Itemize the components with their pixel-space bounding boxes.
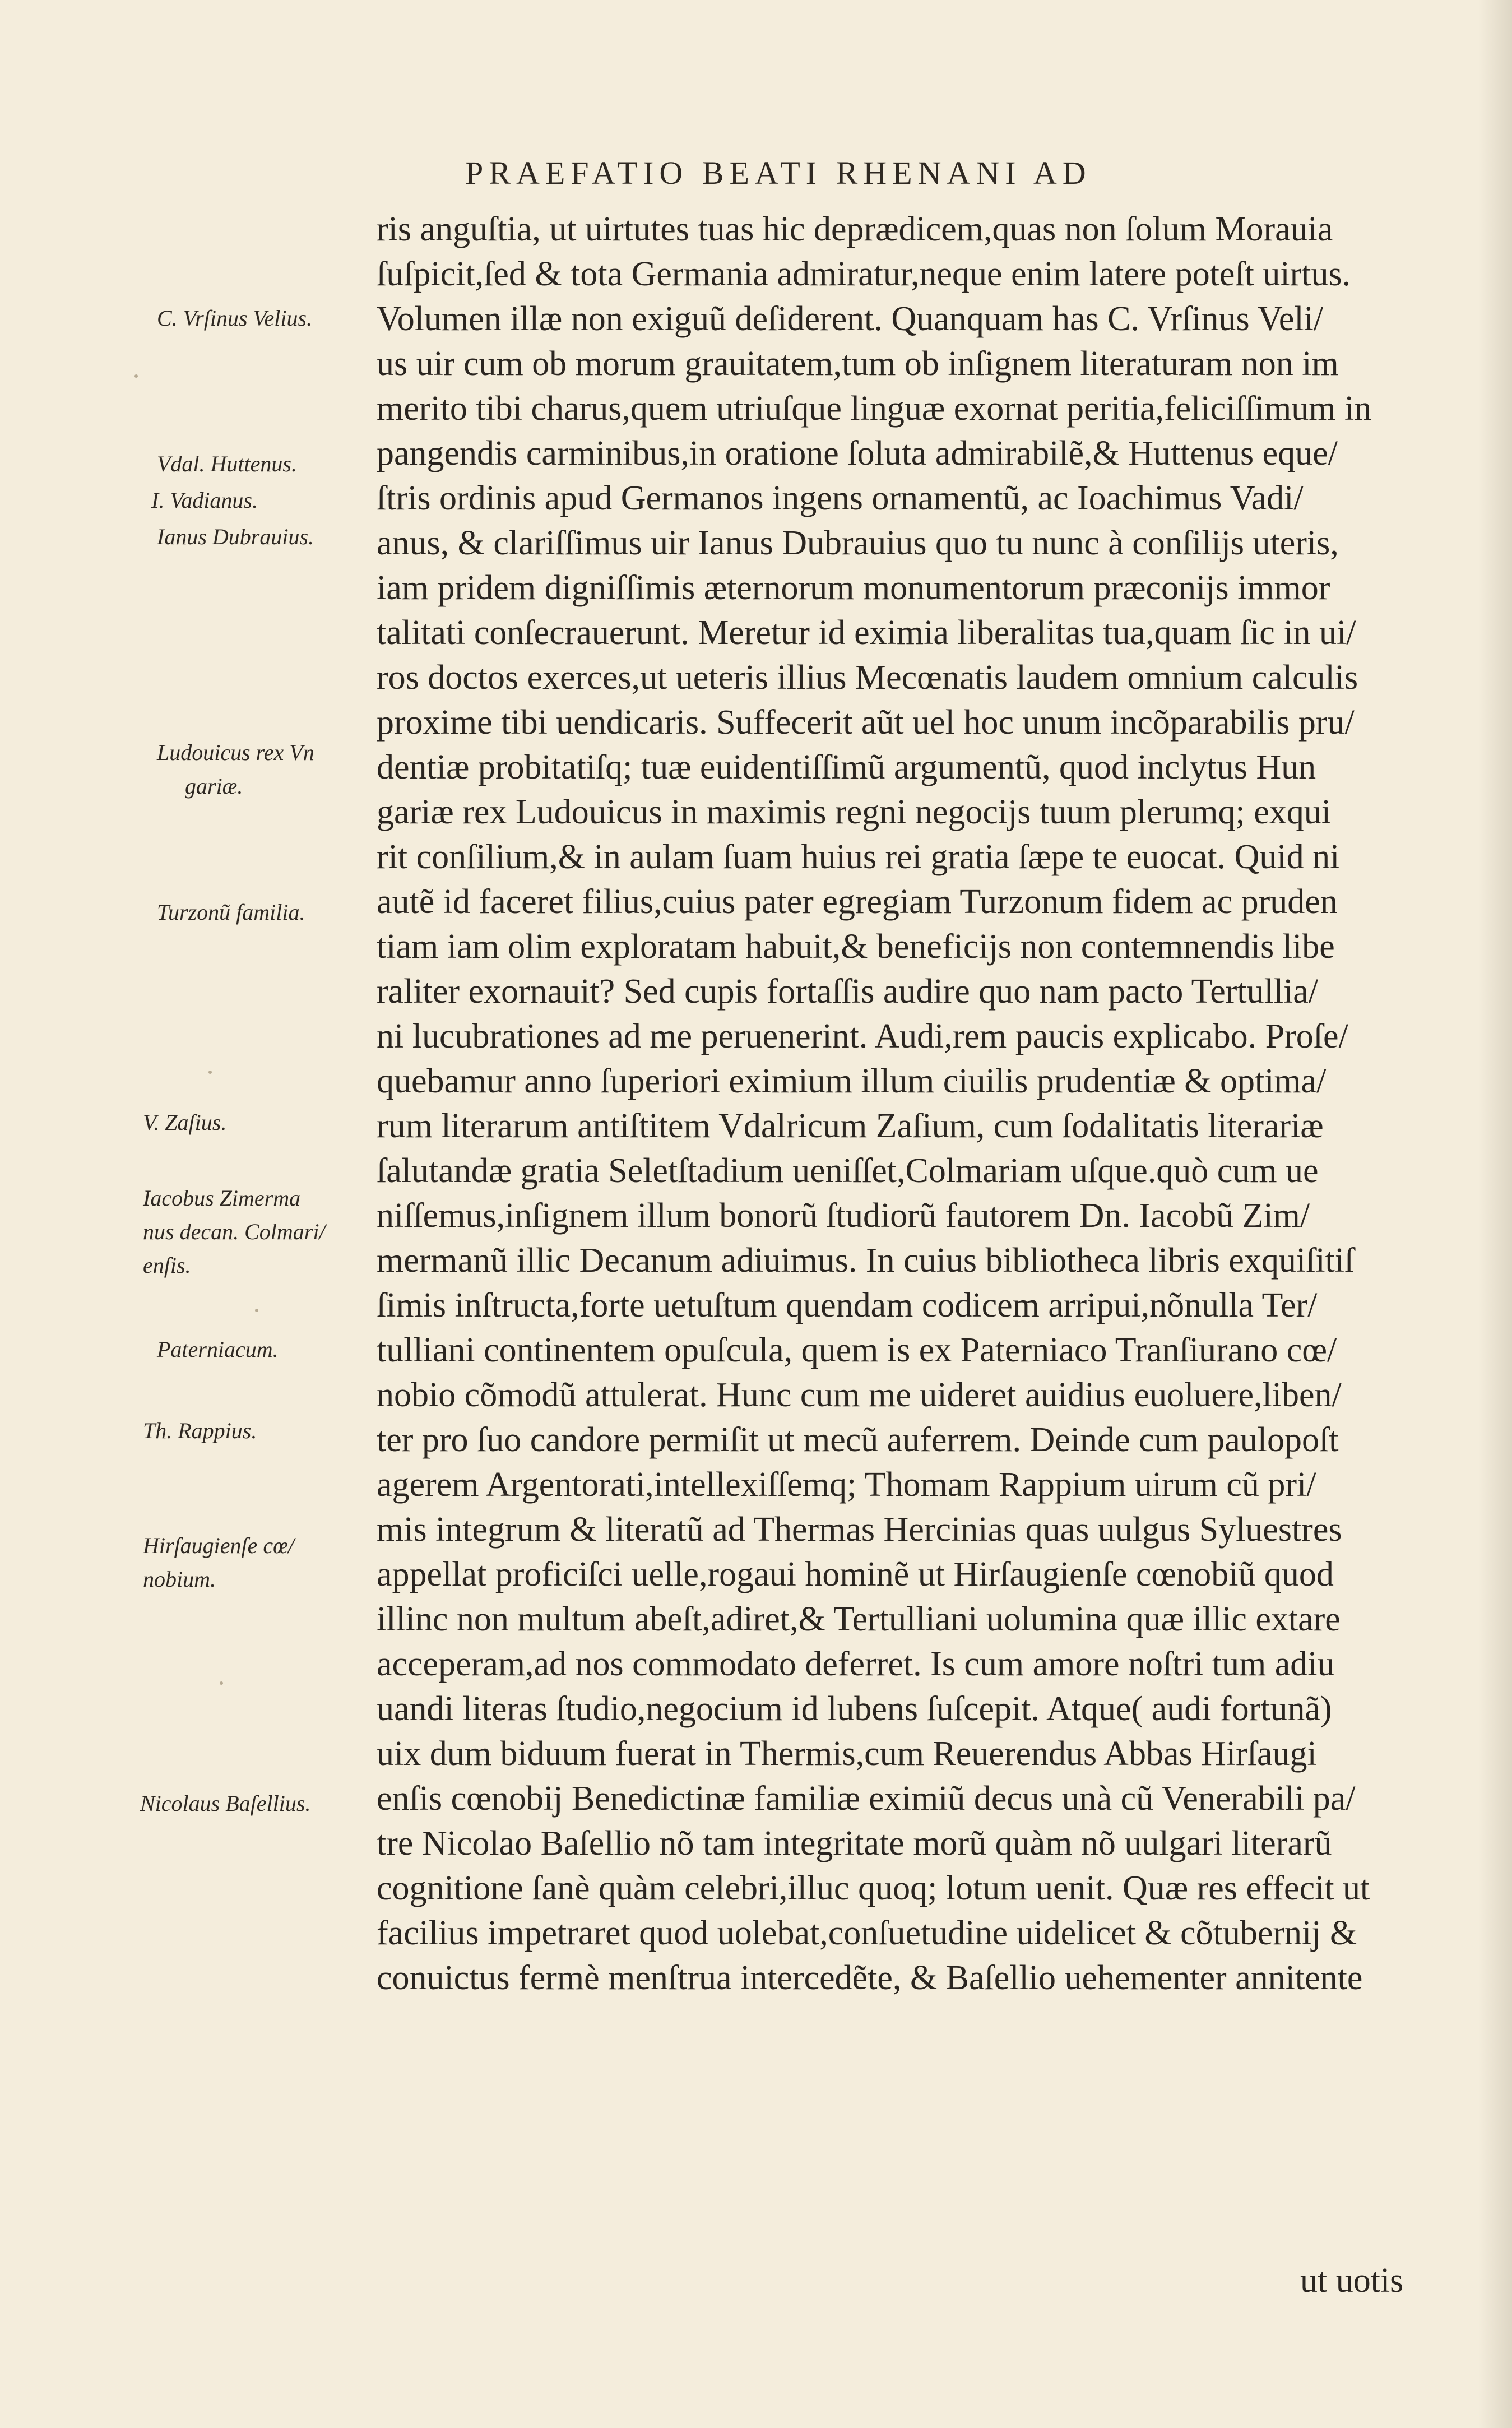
running-title: PRAEFATIO BEATI RHENANI AD (465, 155, 1092, 191)
text-line: dentiæ probitatiſq; tuæ euidentiſſimũ argumentũ, quod inclytus Hun (377, 748, 1316, 786)
margin-note: Turzonũ familia. (157, 900, 305, 925)
text-line: uix dum biduum fuerat in Thermis,cum Reuerendus Abbas Hirſaugi (377, 1735, 1317, 1773)
text-line: tulliani continentem opuſcula, quem is ex Paterniaco Tranſiurano cœ/ (377, 1331, 1337, 1369)
margin-note: C. Vrſinus Velius. (157, 305, 313, 331)
text-line: raliter exornauit? Sed cupis fortaſſis audire quo nam pacto Tertullia/ (377, 972, 1319, 1011)
text-line: rum literarum antiſtitem Vdalricum Zaſium, cum ſodalitatis literariæ (377, 1107, 1324, 1145)
text-line: mis integrum & literatũ ad Thermas Hercinias quas uulgus Syluestres (377, 1510, 1342, 1549)
margin-note: Ianus Dubrauius. (157, 524, 314, 549)
text-line: ſtris ordinis apud Germanos ingens ornamentũ, ac Ioachimus Vadi/ (377, 479, 1304, 517)
text-line: nobio cõmodũ attulerat. Hunc cum me uideret auidius euoluere,liben/ (377, 1376, 1342, 1414)
paper-speck (255, 1309, 258, 1312)
margin-note: Iacobus Zimerma (143, 1185, 301, 1211)
text-line: ſalutandæ gratia Seletſtadium ueniſſet,Colmariam uſque.quò cum ue (377, 1152, 1319, 1190)
margin-note: V. Zaſius. (143, 1110, 227, 1135)
paper-speck (220, 1681, 223, 1685)
margin-note: Nicolaus Baſellius. (140, 1791, 311, 1816)
margin-note: Vdal. Huttenus. (157, 451, 297, 476)
text-line: autẽ id faceret filius,cuius pater egregiam Turzonum fidem ac pruden (377, 883, 1338, 921)
text-line: quebamur anno ſuperiori eximium illum ciuilis prudentiæ & optima/ (377, 1062, 1327, 1100)
text-line: Volumen illæ non exiguũ deſiderent. Quanquam has C. Vrſinus Veli/ (377, 300, 1324, 338)
margin-note: Ludouicus rex Vn (157, 740, 314, 765)
text-line: us uir cum ob morum grauitatem,tum ob inſignem literaturam non im (377, 345, 1339, 383)
text-line: tre Nicolao Baſellio nõ tam integritate morũ quàm nõ uulgari literarũ (377, 1824, 1332, 1862)
text-line: ris anguſtia, ut uirtutes tuas hic deprædicem,quas non ſolum Morauia (377, 210, 1333, 248)
margin-note: I. Vadianus. (151, 488, 258, 513)
text-line: proxime tibi uendicaris. Suffecerit aũt uel hoc unum incõparabilis pru/ (377, 703, 1355, 742)
text-line: agerem Argentorati,intellexiſſemq; Thomam Rappium uirum cũ pri/ (377, 1466, 1316, 1504)
text-line: ſimis inſtructa,forte uetuſtum quendam codicem arripui,nõnulla Ter/ (377, 1286, 1318, 1324)
paper-speck (134, 374, 138, 378)
text-line: tiam iam olim exploratam habuit,& beneficijs non contemnendis libe (377, 928, 1335, 966)
text-line: talitati conſecrauerunt. Meretur id eximia liberalitas tua,quam ſic in ui/ (377, 614, 1356, 652)
margin-note: Th. Rappius. (143, 1418, 257, 1443)
text-line: uandi literas ſtudio,negocium id lubens ſuſcepit. Atque( audi fortunã) (377, 1690, 1332, 1728)
text-line: conuictus fermè menſtrua intercedẽte, & Baſellio uehementer annitente (377, 1959, 1363, 1997)
text-line: enſis cœnobij Benedictinæ familiæ eximiũ decus unà cũ Venerabili pa/ (377, 1780, 1356, 1818)
margin-note: enſis. (143, 1253, 191, 1278)
text-line: ſuſpicit,ſed & tota Germania admiratur,neque enim latere poteſt uirtus. (377, 255, 1351, 293)
text-line: iam pridem digniſſimis æternorum monumentorum præconijs immor (377, 569, 1330, 607)
margin-note: nus decan. Colmari/ (143, 1219, 326, 1244)
text-line: anus, & clariſſimus uir Ianus Dubrauius quo tu nunc à conſilijs uteris, (377, 524, 1339, 562)
text-line: gariæ rex Ludouicus in maximis regni negocijs tuum plerumq; exqui (377, 793, 1331, 831)
text-line: appellat proficiſci uelle,rogaui hominẽ ut Hirſaugienſe cœnobiũ quod (377, 1555, 1334, 1593)
text-line: merito tibi charus,quem utriuſque linguæ exornat peritia,feliciſſimum in (377, 390, 1372, 428)
paper-speck (208, 1071, 212, 1074)
text-line: mermanũ illic Decanum adiuimus. In cuius bibliotheca libris exquiſitiſ (377, 1241, 1355, 1280)
margin-note: nobium. (143, 1567, 216, 1592)
margin-note: gariæ. (185, 773, 243, 799)
text-line: facilius impetraret quod uolebat,conſuetudine uidelicet & cõtubernij & (377, 1914, 1357, 1952)
margin-note: Paterniacum. (157, 1337, 279, 1362)
text-line: acceperam,ad nos commodato deferret. Is cum amore noſtri tum adiu (377, 1645, 1335, 1683)
text-line: ter pro ſuo candore permiſit ut mecũ auferrem. Deinde cum paulopoſt (377, 1421, 1339, 1459)
margin-note: Hirſaugienſe cœ/ (143, 1533, 294, 1558)
text-line: cognitione ſanè quàm celebri,illuc quoq; lotum uenit. Quæ res effecit ut (377, 1869, 1370, 1907)
catchword: ut uotis (1300, 2262, 1404, 2300)
text-line: rit conſilium,& in aulam ſuam huius rei gratia ſæpe te euocat. Quid ni (377, 838, 1340, 876)
text-line: illinc non multum abeſt,adiret,& Tertulliani uolumina quæ illic extare (377, 1600, 1341, 1638)
text-line: ni lucubrationes ad me peruenerint. Audi,rem paucis explicabo. Proſe/ (377, 1017, 1348, 1055)
text-line: pangendis carminibus,in oratione ſoluta admirabilẽ,& Huttenus eque/ (377, 434, 1338, 472)
text-line: ros doctos exerces,ut ueteris illius Mecœnatis laudem omnium calculis (377, 659, 1358, 697)
text-line: niſſemus,inſignem illum bonorũ ſtudiorũ fautorem Dn. Iacobũ Zim/ (377, 1197, 1310, 1235)
